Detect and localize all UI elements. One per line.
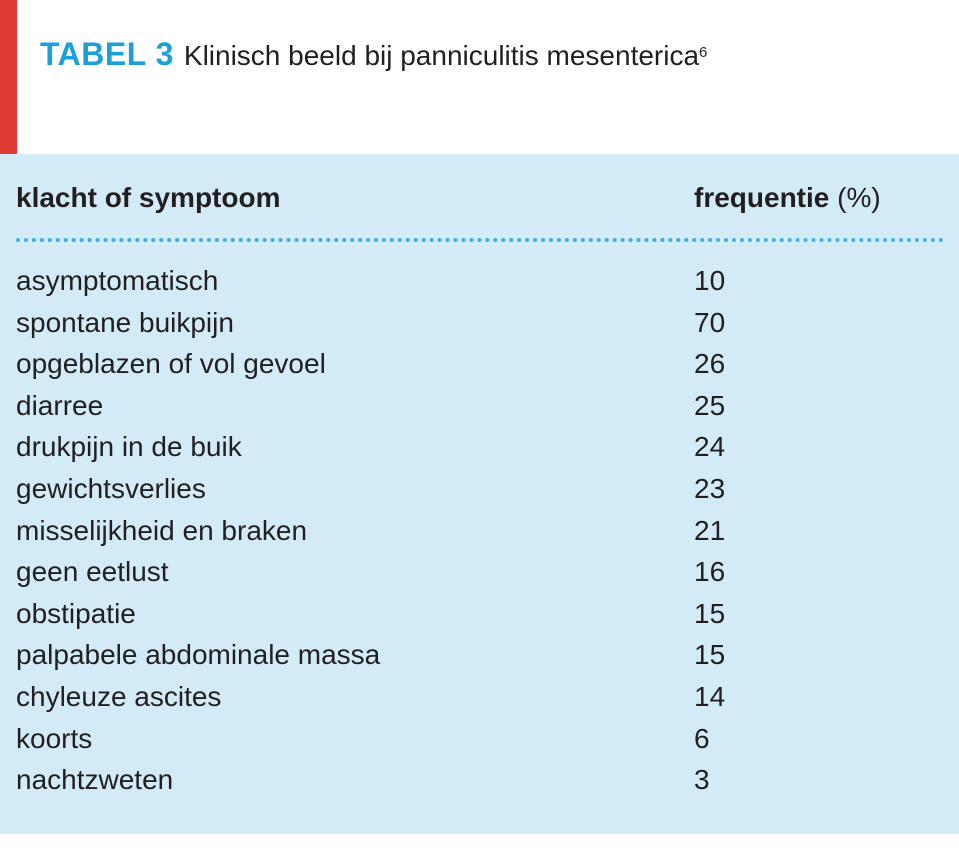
- table-row: [16, 510, 936, 552]
- symptom-cell: diarree: [16, 389, 104, 421]
- symptom-cell: koorts: [16, 722, 93, 754]
- frequency-cell: 26: [694, 348, 726, 380]
- column-header-symptom: klacht of symptoom: [16, 182, 281, 213]
- table-header-row: [16, 178, 936, 218]
- frequency-cell: 6: [694, 722, 710, 754]
- table-body: [16, 260, 936, 801]
- table-row: [16, 260, 936, 302]
- column-header-frequency: [694, 178, 881, 218]
- table-title: Klinisch beeld bij panniculitis mesenterica: [183, 40, 700, 71]
- frequency-cell: 24: [694, 431, 726, 463]
- symptom-cell: asymptomatisch: [16, 265, 219, 296]
- table-row: [16, 634, 936, 676]
- table-row: [16, 676, 936, 718]
- frequency-cell: 70: [694, 306, 726, 338]
- symptom-cell: drukpijn in de buik: [16, 431, 242, 463]
- table-label: TABEL 3: [40, 36, 174, 72]
- table-caption: [40, 34, 707, 81]
- symptom-cell: opgeblazen of vol gevoel: [16, 348, 326, 380]
- frequency-cell: 15: [694, 639, 726, 671]
- table-row: [16, 551, 936, 593]
- symptom-cell: chyleuze ascites: [16, 680, 222, 712]
- table-panel: [0, 154, 959, 834]
- frequency-cell: 14: [694, 680, 726, 712]
- column-header-frequency-unit: (%): [837, 182, 881, 213]
- dotted-divider: [16, 238, 944, 242]
- symptom-cell: spontane buikpijn: [16, 306, 234, 338]
- accent-bar: [0, 0, 17, 154]
- frequency-cell: 21: [694, 514, 726, 546]
- frequency-cell: 16: [694, 556, 726, 588]
- column-header-frequency-label: frequentie: [694, 182, 830, 213]
- symptom-cell: misselijkheid en braken: [16, 514, 308, 546]
- frequency-cell: 25: [694, 389, 726, 421]
- table-row: [16, 302, 936, 344]
- symptom-cell: gewichtsverlies: [16, 472, 206, 504]
- table-row: [16, 718, 936, 760]
- frequency-cell: 10: [694, 265, 726, 296]
- table-row: [16, 759, 936, 801]
- table-row: [16, 343, 936, 385]
- symptom-cell: palpabele abdominale massa: [16, 639, 381, 671]
- symptom-cell: geen eetlust: [16, 556, 169, 588]
- table-row: [16, 468, 936, 510]
- frequency-cell: 3: [694, 764, 710, 796]
- reference-superscript: 6: [699, 43, 708, 61]
- symptom-cell: obstipatie: [16, 597, 136, 629]
- frequency-cell: 23: [694, 472, 726, 504]
- table-row: [16, 593, 936, 635]
- frequency-cell: 15: [694, 597, 726, 629]
- table-row: [16, 385, 936, 427]
- table-row: [16, 426, 936, 468]
- symptom-cell: nachtzweten: [16, 764, 174, 796]
